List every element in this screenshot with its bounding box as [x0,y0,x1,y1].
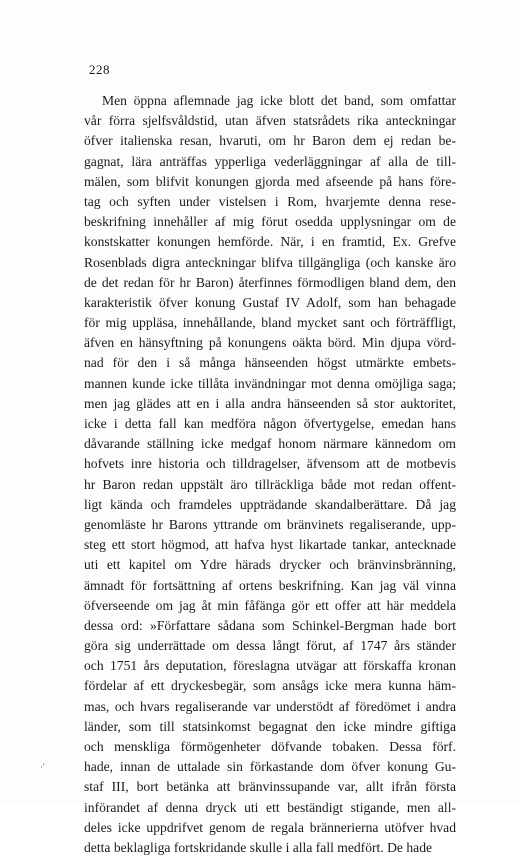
text-line: och 1751 års deputation, föreslagna utvägar att förskaffa kronan [84,658,456,674]
text-line: genomläste hr Barons yttrande om bränvinets regaliserande, upp- [84,516,456,532]
text-line: konstskatter konungen hemförde. När, i en framtid, Ex. Grefve [84,234,456,250]
text-line: hofvets inre historia och tilldragelser, äfvensom att de motbevis [84,456,456,472]
body-text [84,91,456,858]
text-line: beskrifning innehåller af mig förut osedda upplysningar om de [84,214,456,230]
text-line: Rosenblads digra anteckningar blifva tillgängliga (och kanske äro [84,254,456,270]
text-line: dessa ord: »Författare sådana som Schinkel-Bergman hade bort [84,617,456,633]
text-line: fördelar af ett dryckesbegär, som ansågs icke mera kunna häm- [84,678,456,694]
text-line: ligt kända och framdeles uppträdande skandalberättare. Då jag [84,496,456,512]
text-line: ämnadt för fortsättning af ortens beskrifning. Kan jag väl vinna [84,577,456,593]
text-line: de det redan för hr Baron) återfinnes förmodligen bland dem, den [84,274,456,290]
text-line: mannen kunde icke tillåta invändningar mot denna omöjliga saga; [84,375,456,391]
text-line: hr Baron redan uppstält äro tillräckliga både mot redan offent- [84,476,456,492]
text-line: hade, innan de uttalade sin förkastande dom öfver konung Gu- [84,759,456,775]
text-line: nad för den i så många hänseenden högst utmärkte embets- [84,355,456,371]
text-line: dåvarande ställning icke medgaf honom närmare kännedom om [84,436,456,452]
text-line: för mig uppläsa, innehållande, bland mycket sant och förträffligt, [84,315,456,331]
text-line: uti ett kapitel om Ydre härads drycker och bränvinsbränning, [84,557,456,573]
text-line: gagnat, lära anträffas ypperliga vederläggningar af alla de till- [84,153,456,169]
text-line: öfverseende om jag åt min fåfänga gör ett offer att här meddela [84,597,456,613]
text-line: men jag glädes att en i alla andra hänseenden så stor auktoritet, [84,395,456,411]
page-number: 228 [89,62,110,77]
text-line: införandet af denna dryck uti ett beständigt stigande, men all- [84,799,456,815]
text-line: Men öppna aflemnade jag icke blott det band, som omfattar [102,93,456,108]
text-line: staf III, bort betänka att bränvinssupande var, allt ifrån första [84,779,456,795]
text-line: göra sig underrättade om dessa långt förut, af 1747 års ständer [84,638,456,654]
text-line: och menskliga förmögenheter döfvande tobaken. Dessa förf. [84,739,456,754]
text-line: mas, och hvars regaliserande var understödt af föredömet i andra [84,698,456,714]
text-line: karakteristik öfver konung Gustaf IV Adolf, som han behagade [84,294,456,310]
text-line: steg ett stort högmod, att hafva hyst likartade tankar, antecknade [84,537,456,553]
text-line: länder, som till statsinkomst begagnat den icke mindre giftiga [84,718,456,734]
text-line: mälen, som blifvit konungen gjorda med afseende på hans före- [84,173,456,189]
text-line: icke i detta fall kan medföra någon öfvertygelse, emedan hans [84,416,456,431]
text-line: detta beklagliga fortskridande skulle i alla fall medfört. De hade [84,839,433,855]
corner-mark: ·' [40,762,45,772]
text-line: äfven en hänsyftning på konungens oäkta börd. Min djupa vörd- [84,335,456,351]
text-line: vår förra sjelfsvåldstid, utan äfven statsrådets rika anteckningar [84,113,456,129]
text-line: deles icke uppdrifvet genom de regala brännerierna utöfver hvad [84,819,456,835]
text-line: öfver italienska resan, hvaruti, om hr Baron dem ej redan be- [84,133,456,149]
text-line: tag och syften under vistelsen i Rom, hvarjemte denna rese- [84,193,456,209]
